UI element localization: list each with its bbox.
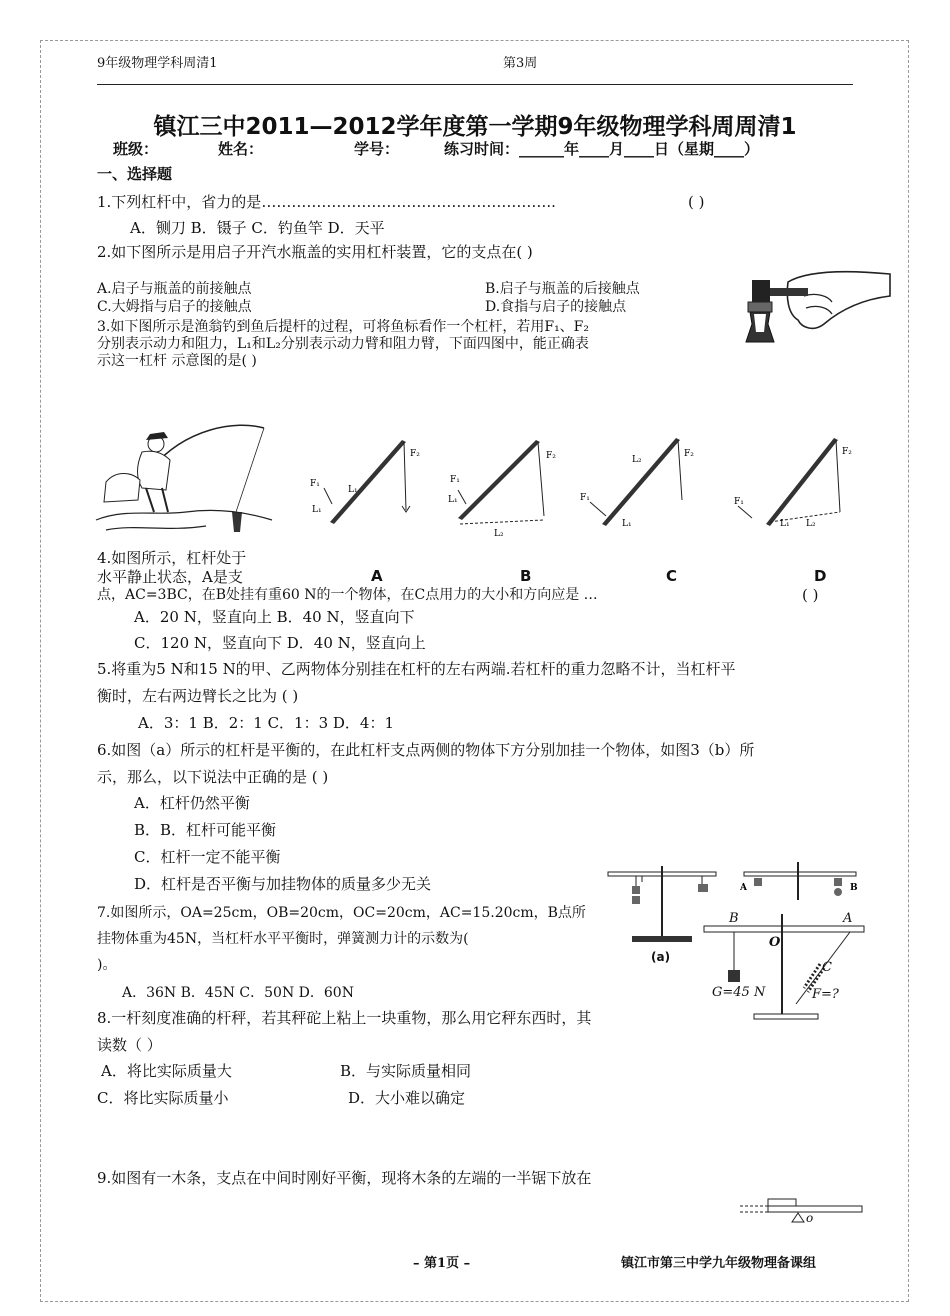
header-rule bbox=[97, 84, 853, 85]
lever-option-d bbox=[730, 432, 870, 542]
q5-line2: 衡时，左右两边臂长之比为 ( ) bbox=[97, 687, 299, 705]
q8-option-d: D．大小难以确定 bbox=[348, 1089, 466, 1107]
q4-line1: 4.如图所示，杠杆处于 bbox=[97, 549, 247, 567]
section-heading: 一、选择题 bbox=[97, 165, 173, 183]
q8-line2: 读数（ ） bbox=[97, 1036, 162, 1054]
svg-text:F₁: F₁ bbox=[450, 475, 460, 485]
balance-lever-figure-b bbox=[740, 860, 860, 900]
q2-stem: 2.如下图所示是用启子开汽水瓶盖的实用杠杆装置，它的支点在( ) bbox=[97, 243, 533, 261]
svg-text:B: B bbox=[850, 883, 858, 893]
q6-option-a: A．杠杆仍然平衡 bbox=[134, 794, 250, 812]
class-label: 班级： bbox=[113, 140, 159, 158]
lever-option-a bbox=[302, 432, 432, 542]
svg-text:F₁: F₁ bbox=[734, 497, 744, 507]
q3-line2: 分别表示动力和阻力，L₁和L₂分别表示动力臂和阻力臂，下面四图中，能正确表 bbox=[97, 336, 589, 352]
q7-fig-label-f: F=? bbox=[812, 987, 839, 1002]
q2-option-b: B.启子与瓶盖的后接触点 bbox=[485, 281, 640, 297]
q1-bracket: ( ) bbox=[688, 193, 705, 211]
q3-label-d: D bbox=[814, 567, 827, 585]
q3-label-a: A bbox=[371, 567, 383, 585]
svg-text:F₁: F₁ bbox=[310, 479, 320, 489]
time-label: 练习时间：______年____月____日（星期____） bbox=[444, 140, 760, 158]
bottle-opener-illustration bbox=[728, 262, 898, 350]
q7-line3: )。 bbox=[97, 957, 117, 973]
q9-fig-label: o bbox=[806, 1211, 814, 1225]
q5-options: A．3：1 B．2：1 C．1：3 D．4：1 bbox=[138, 714, 395, 732]
q3-line1: 3.如下图所示是渔翁钓到鱼后提杆的过程，可将鱼标看作一个杠杆，若用F₁、F₂ bbox=[97, 319, 590, 335]
fisherman-illustration bbox=[96, 420, 272, 540]
svg-text:F₁: F₁ bbox=[580, 493, 590, 503]
q6-line2: 示，那么，以下说法中正确的是 ( ) bbox=[97, 768, 329, 786]
q7-fig-label-o: O bbox=[769, 935, 781, 950]
q6-option-c: C．杠杆一定不能平衡 bbox=[134, 848, 281, 866]
q6-option-d: D．杠杆是否平衡与加挂物体的质量多少无关 bbox=[134, 875, 432, 893]
id-label: 学号： bbox=[354, 140, 400, 158]
q4-options-1: A．20 N，竖直向上 B．40 N，竖直向下 bbox=[134, 608, 415, 626]
lever-option-b bbox=[444, 432, 574, 542]
q8-option-a: A．将比实际质量大 bbox=[101, 1062, 232, 1080]
q1-stem: 1.下列杠杆中，省力的是………………………………………………….. bbox=[97, 193, 556, 211]
q1-options: A．铡刀 B．镊子 C．钓鱼竿 D．天平 bbox=[130, 219, 385, 237]
svg-text:L₁: L₁ bbox=[780, 519, 790, 529]
svg-text:F₂: F₂ bbox=[546, 451, 556, 461]
svg-text:F₂: F₂ bbox=[842, 447, 852, 457]
q5-line1: 5.将重为5 N和15 N的甲、乙两物体分别挂在杠杆的左右两端.若杠杆的重力忽略不计，当杠杆平 bbox=[97, 660, 736, 678]
page-title: 镇江三中2011—2012学年度第一学期9年级物理学科周周清1 bbox=[153, 114, 797, 140]
q3-line3: 示这一杠杆 示意图的是( ) bbox=[97, 353, 257, 369]
q2-option-d: D.食指与启子的接触点 bbox=[485, 299, 627, 315]
page-number: – 第1页 – bbox=[413, 1256, 471, 1271]
q3-label-c: C bbox=[666, 567, 678, 585]
svg-text:L₁: L₁ bbox=[348, 485, 358, 495]
svg-text:F₂: F₂ bbox=[410, 449, 420, 459]
q8-line1: 8.一杆刻度准确的杆秤，若其秤砣上粘上一块重物，那么用它秤东西时，其 bbox=[97, 1009, 592, 1027]
q7-options: A．36N B．45N C．50N D．60N bbox=[122, 985, 354, 1001]
q4-options-2: C．120 N，竖直向下 D．40 N，竖直向上 bbox=[134, 634, 426, 652]
q8-option-b: B．与实际质量相同 bbox=[340, 1062, 472, 1080]
q7-fig-label-a: A bbox=[843, 911, 853, 926]
q4-line2: 水平静止状态，A是支 bbox=[97, 568, 243, 586]
q2-option-a: A.启子与瓶盖的前接触点 bbox=[97, 281, 252, 297]
wood-strip-figure bbox=[740, 1197, 866, 1225]
svg-text:L₂: L₂ bbox=[632, 455, 642, 465]
footer-group: 镇江市第三中学九年级物理备课组 bbox=[621, 1256, 817, 1271]
q3-label-b: B bbox=[520, 567, 532, 585]
svg-text:L₁: L₁ bbox=[312, 505, 322, 515]
name-label: 姓名： bbox=[218, 140, 264, 158]
q4-bracket: ( ) bbox=[802, 586, 819, 604]
q4-line3: 点，AC=3BC，在B处挂有重60 N的一个物体，在C点用力的大小和方向应是 … bbox=[97, 587, 598, 603]
svg-text:F₂: F₂ bbox=[684, 449, 694, 459]
q2-option-c: C.大姆指与启子的接触点 bbox=[97, 299, 252, 315]
q6-line1: 6.如图（a）所示的杠杆是平衡的，在此杠杆支点两侧的物体下方分别加挂一个物体，如图3（b）所 bbox=[97, 741, 755, 759]
q7-fig-label-b: B bbox=[729, 911, 739, 926]
q8-option-c: C．将比实际质量小 bbox=[97, 1089, 229, 1107]
svg-text:L₂: L₂ bbox=[806, 519, 816, 529]
q7-line2: 挂物体重为45N，当杠杆水平平衡时，弹簧测力计的示数为( bbox=[97, 931, 469, 947]
lever-option-c bbox=[578, 432, 708, 542]
q7-fig-label-g: G=45 N bbox=[712, 985, 766, 1000]
q7-line1: 7.如图所示，OA=25cm，OB=20cm，OC=20cm，AC=15.20cm，B点所 bbox=[97, 905, 586, 921]
q6-option-b: B．B．杠杆可能平衡 bbox=[134, 821, 277, 839]
header-center: 第3周 bbox=[503, 56, 538, 71]
q7-fig-label-c: C bbox=[822, 960, 832, 975]
header-left: 9年级物理学科周清1 bbox=[97, 56, 218, 71]
svg-text:L₁: L₁ bbox=[448, 495, 458, 505]
svg-text:L₂: L₂ bbox=[494, 529, 504, 539]
svg-text:A: A bbox=[740, 883, 747, 893]
fig-a-label: (a) bbox=[651, 950, 671, 964]
q9-line1: 9.如图有一木条，支点在中间时刚好平衡，现将木条的左端的一半锯下放在 bbox=[97, 1169, 592, 1187]
svg-text:L₁: L₁ bbox=[622, 519, 632, 529]
